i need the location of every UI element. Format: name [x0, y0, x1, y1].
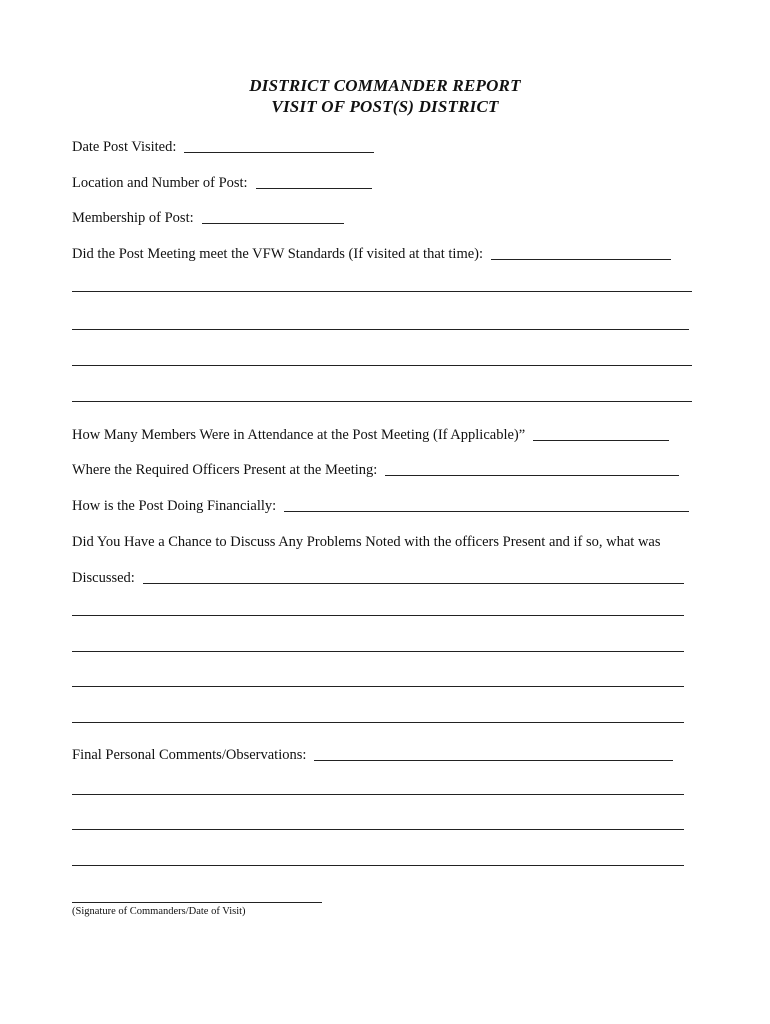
problems-question-label: Did You Have a Chance to Discuss Any Problems Noted with the officers Present and if so, what was — [72, 534, 661, 550]
financially-field[interactable] — [284, 497, 689, 512]
vfw-standards-row — [72, 241, 671, 263]
discussed-line-1[interactable] — [72, 615, 684, 616]
financially-row — [72, 493, 689, 515]
vfw-standards-line-2[interactable] — [72, 329, 689, 330]
problems-question-row — [72, 529, 661, 551]
discussed-line-2[interactable] — [72, 651, 684, 652]
vfw-standards-field[interactable] — [491, 245, 671, 260]
date-post-visited-label: Date Post Visited: — [72, 139, 177, 155]
final-comments-row — [72, 742, 673, 764]
final-comments-line-1[interactable] — [72, 794, 684, 795]
discussed-line-4[interactable] — [72, 722, 684, 723]
members-attendance-field[interactable] — [533, 426, 669, 441]
date-post-visited-field[interactable] — [184, 138, 374, 153]
vfw-standards-line-3[interactable] — [72, 365, 692, 366]
financially-label: How is the Post Doing Financially: — [72, 498, 277, 514]
required-officers-label: Where the Required Officers Present at the Meeting: — [72, 462, 378, 478]
membership-field[interactable] — [202, 209, 344, 224]
location-number-row — [72, 170, 372, 192]
discussed-row — [72, 565, 684, 587]
vfw-standards-line-4[interactable] — [72, 401, 692, 402]
form-subtitle: VISIT OF POST(S) DISTRICT — [271, 97, 499, 116]
final-comments-field[interactable] — [314, 746, 673, 761]
form-title: DISTRICT COMMANDER REPORT — [249, 76, 521, 95]
final-comments-line-3[interactable] — [72, 865, 684, 866]
final-comments-label: Final Personal Comments/Observations: — [72, 747, 307, 763]
date-post-visited-row — [72, 134, 374, 156]
location-number-field[interactable] — [256, 174, 372, 189]
location-number-label: Location and Number of Post: — [72, 175, 248, 191]
vfw-standards-label: Did the Post Meeting meet the VFW Standards (If visited at that time): — [72, 246, 484, 262]
final-comments-line-2[interactable] — [72, 829, 684, 830]
required-officers-row — [72, 457, 679, 479]
membership-row — [72, 205, 344, 227]
discussed-label: Discussed: — [72, 570, 135, 586]
members-attendance-label: How Many Members Were in Attendance at the Post Meeting (If Applicable)” — [72, 427, 526, 443]
discussed-line-3[interactable] — [72, 686, 684, 687]
signature-caption: (Signature of Commanders/Date of Visit) — [72, 906, 246, 917]
vfw-standards-line-1[interactable] — [72, 291, 692, 292]
members-attendance-row — [72, 422, 669, 444]
membership-label: Membership of Post: — [72, 210, 194, 226]
discussed-field[interactable] — [143, 569, 684, 584]
signature-line[interactable] — [72, 902, 322, 903]
required-officers-field[interactable] — [385, 461, 679, 476]
